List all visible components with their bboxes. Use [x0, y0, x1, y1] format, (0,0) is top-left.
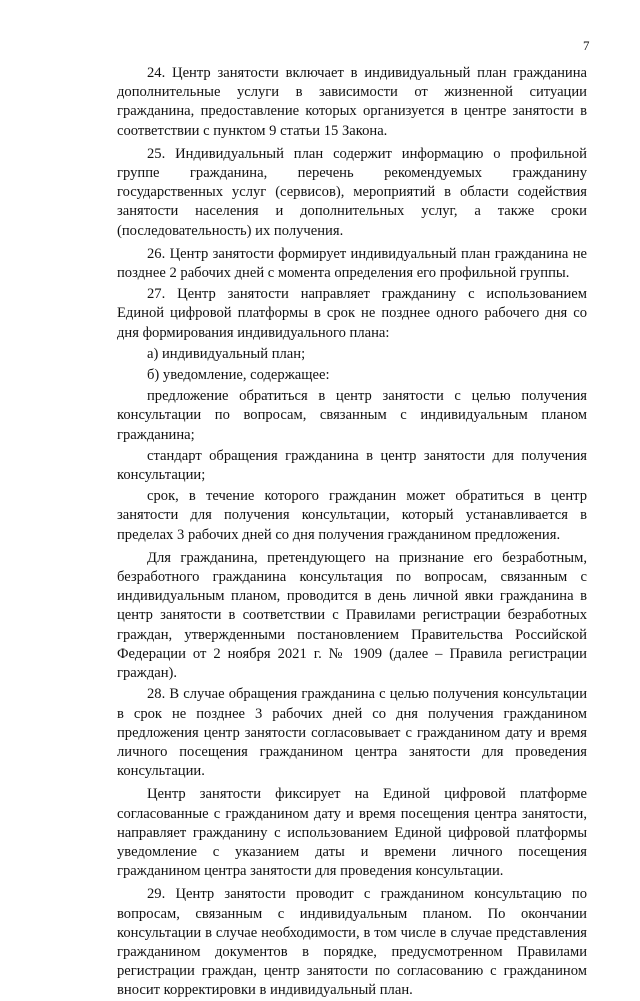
list-item-a: а) индивидуальный план; — [147, 345, 306, 362]
document-body — [117, 64, 587, 1001]
notice-item-deadline: срок, в течение которого гражданин может обратиться в центр занятости для получения консультации, который устанавливается в пределах 3 рабочих дней со дня получения гражданином предложения. — [117, 488, 587, 543]
notice-item-standard: стандарт обращения гражданина в центр занятости для получения консультации; — [117, 447, 587, 484]
paragraph-27: 27. Центр занятости направляет гражданину с использованием Единой цифровой платформы в срок не позднее одного рабочего дня со дня формирования индивидуального плана: — [117, 286, 587, 341]
list-item-b: б) уведомление, содержащее: — [147, 367, 330, 384]
paragraph-28-fixation: Центр занятости фиксирует на Единой цифровой платформе согласованные с гражданином дату и время посещения центра занятости, направляет гражданину с использованием Единой цифровой платформы уведомление с указанием даты и времени личного посещения гражданином центра занятости для проведения консультации. — [117, 786, 587, 880]
paragraph-26: 26. Центр занятости формирует индивидуальный план гражданина не позднее 2 рабочих дней с момента определения его профильной группы. — [117, 245, 587, 282]
paragraph-unemployed-consultation: Для гражданина, претендующего на признание его безработным, безработного гражданина консультация по вопросам, связанным с индивидуальным планом, проводится в день личной явки гражданина в центр занятости в соответствии с Правилами регистрации безработных граждан, утвержденными постановлением Правительства Российской Федерации от 2 ноября 2021 г. № 1909 (далее – Правила регистрации граждан). — [117, 549, 587, 682]
page-number: 7 — [583, 38, 590, 53]
paragraph-25: 25. Индивидуальный план содержит информацию о профильной группе гражданина, перечень рекомендуемых гражданину государственных услуг (сервисов), мероприятий в области содействия занятости населения и дополнительных услуг, а также сроки (последовательность) их получения. — [117, 145, 587, 239]
notice-item-offer: предложение обратиться в центр занятости с целью получения консультации по вопросам, связанным с индивидуальным планом гражданина; — [117, 388, 587, 443]
paragraph-28: 28. В случае обращения гражданина с целью получения консультации в срок не позднее 3 рабочих дней со дня получения гражданином предложения центр занятости согласовывает с гражданином дату и время личного посещения гражданином центра занятости для проведения консультации. — [117, 686, 587, 780]
paragraph-29: 29. Центр занятости проводит с гражданином консультацию по вопросам, связанным с индивидуальным планом. По окончании консультации в случае необходимости, в том числе в случае представления гражданином документов в порядке, предусмотренном Правилами регистрации граждан, центр занятости по согласованию с гражданином вносит корректировки в индивидуальный план. — [117, 886, 587, 999]
paragraph-24: 24. Центр занятости включает в индивидуальный план гражданина дополнительные услуги в зависимости от жизненной ситуации гражданина, предоставление которых организуется в центре занятости в соответствии с пунктом 9 статьи 15 Закона. — [117, 65, 587, 139]
